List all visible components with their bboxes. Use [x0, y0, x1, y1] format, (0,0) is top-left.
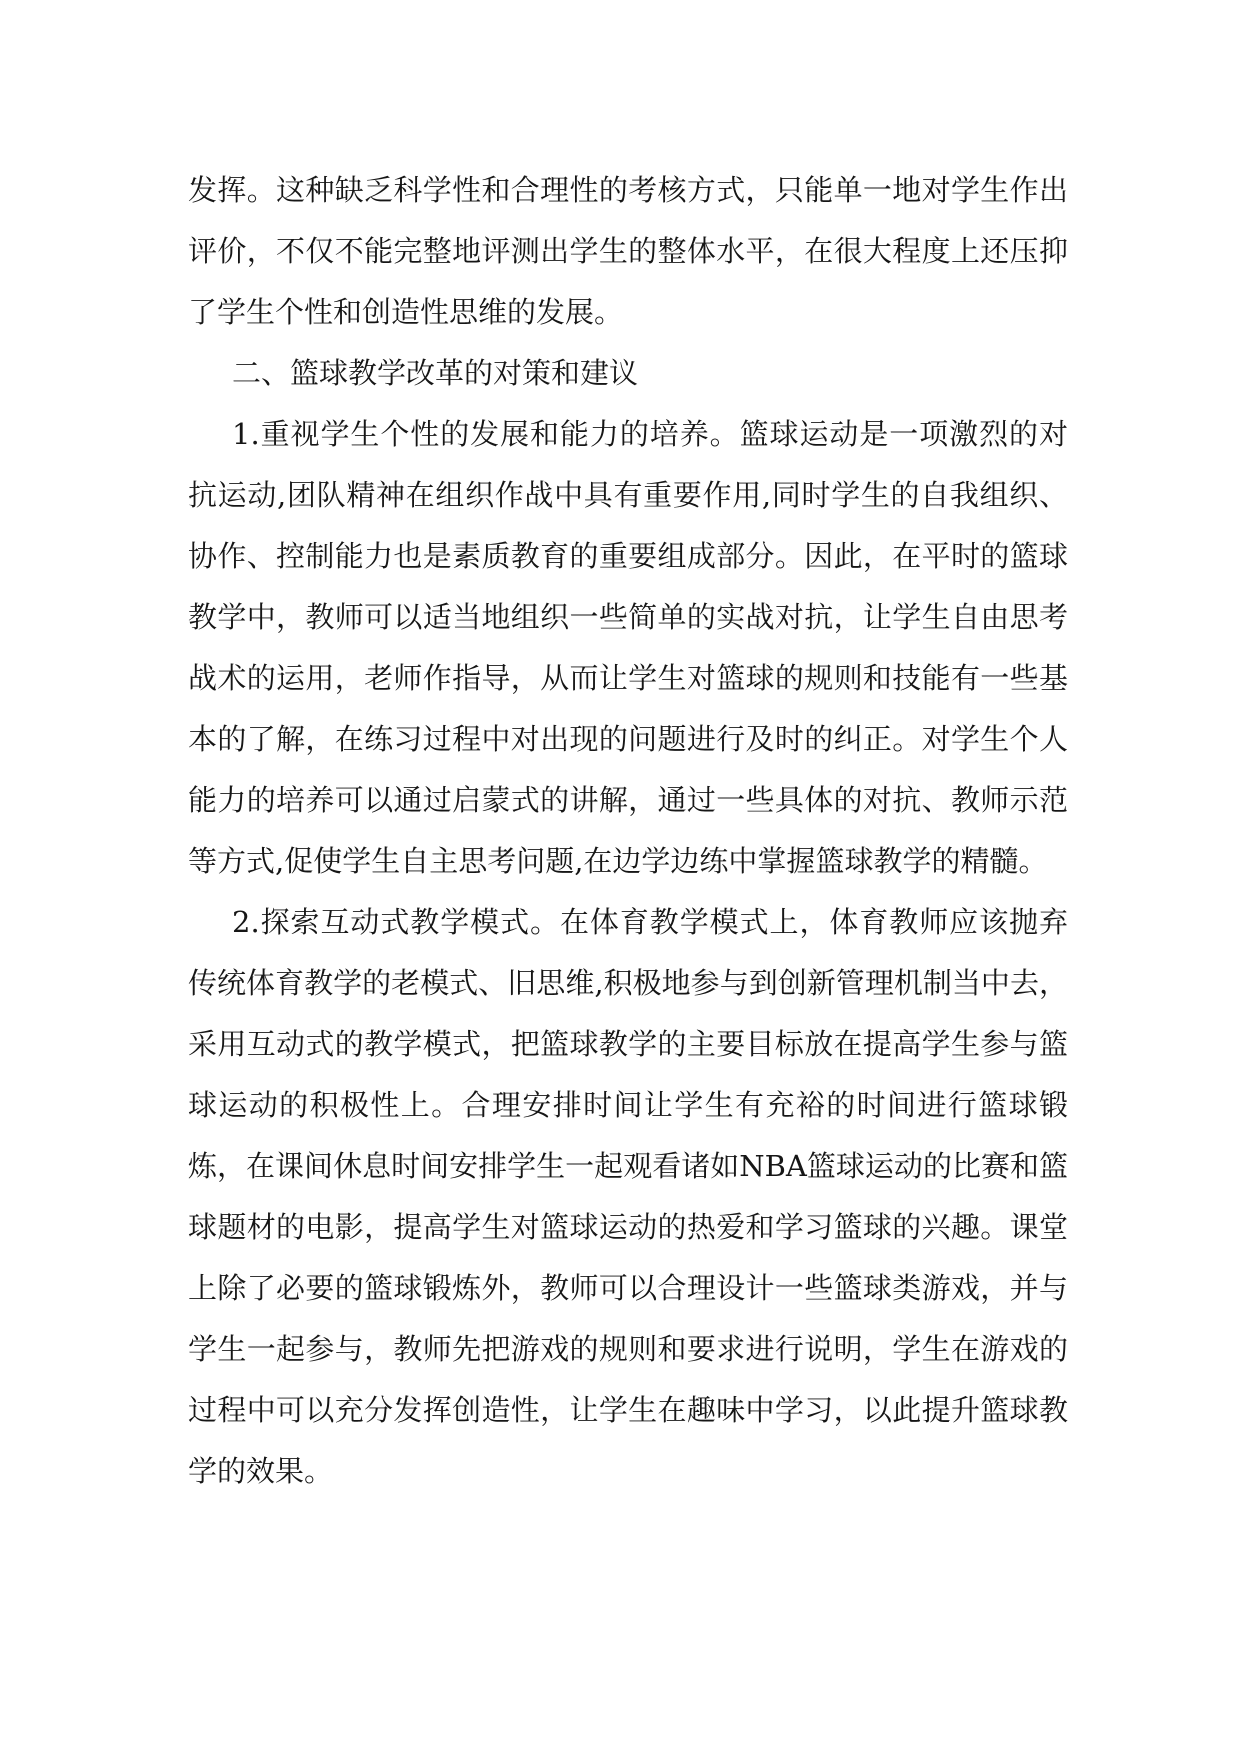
paragraph-item-2: 2.探索互动式教学模式。在体育教学模式上，体育教师应该抛弃传统体育教学的老模式、旧思维,积极地参与到创新管理机制当中去，采用互动式的教学模式，把篮球教学的主要目标放在提高学生参与篮球运动的积极性上。合理安排时间让学生有充裕的时间进行篮球锻炼，在课间休息时间安排学生一起观看诸如NBA篮球运动的比赛和篮球题材的电影，提高学生对篮球运动的热爱和学习篮球的兴趣。课堂上除了必要的篮球锻炼外，教师可以合理设计一些篮球类游戏，并与学生一起参与，教师先把游戏的规则和要求进行说明，学生在游戏的过程中可以充分发挥创造性，让学生在趣味中学习，以此提升篮球教学的效果。 [188, 905, 1068, 1488]
section-heading: 二、篮球教学改革的对策和建议 [232, 356, 639, 390]
paragraph-continuation: 发挥。这种缺乏科学性和合理性的考核方式，只能单一地对学生作出评价，不仅不能完整地评测出学生的整体水平，在很大程度上还压抑了学生个性和创造性思维的发展。 [188, 173, 1068, 329]
document-body [188, 160, 1068, 1502]
paragraph-item-1: 1.重视学生个性的发展和能力的培养。篮球运动是一项激烈的对抗运动,团队精神在组织作战中具有重要作用,同时学生的自我组织、协作、控制能力也是素质教育的重要组成部分。因此，在平时的篮球教学中，教师可以适当地组织一些简单的实战对抗，让学生自由思考战术的运用，老师作指导，从而让学生对篮球的规则和技能有一些基本的了解，在练习过程中对出现的问题进行及时的纠正。对学生个人能力的培养可以通过启蒙式的讲解，通过一些具体的对抗、教师示范等方式,促使学生自主思考问题,在边学边练中掌握篮球教学的精髓。 [188, 417, 1068, 878]
